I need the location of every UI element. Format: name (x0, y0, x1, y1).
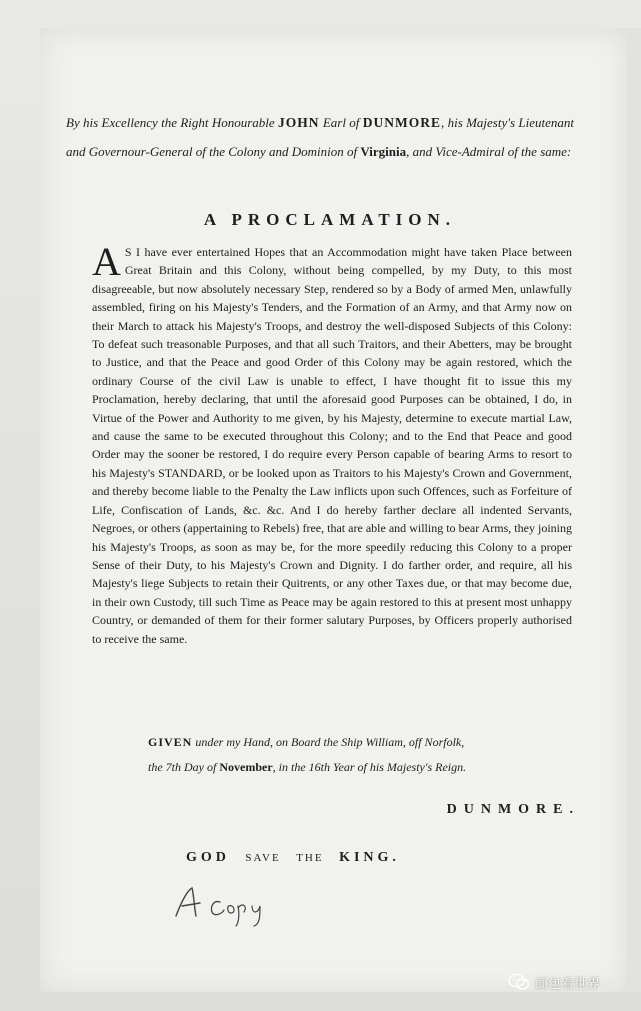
heading-text: Earl of (319, 115, 363, 130)
heading-text: , his Majesty's Lieutenant and Governour-General of the Colony and Dominion of (66, 115, 574, 159)
given-word: GIVEN (148, 735, 193, 749)
given-text: the 7th Day of (148, 760, 220, 774)
drop-cap: A (92, 239, 121, 284)
watermark (508, 971, 600, 993)
motto-word: SAVE (245, 852, 281, 864)
proclamation-heading (66, 108, 574, 166)
ship-name: William (365, 735, 403, 749)
given-month: November (219, 760, 273, 774)
motto-word: THE (296, 852, 324, 864)
proclamation-body (92, 239, 572, 648)
heading-name: JOHN (278, 115, 320, 130)
given-clause (148, 730, 578, 780)
handwritten-note (168, 880, 288, 930)
given-text: , in the 16th Year of his Majesty's Reign. (272, 760, 467, 774)
wechat-icon (508, 973, 530, 991)
heading-title-name: DUNMORE (362, 115, 441, 130)
motto-word: KING. (339, 850, 400, 865)
sheet-edge (626, 28, 641, 992)
motto-word: GOD (186, 850, 230, 865)
proclamation-title: A PROCLAMATION. (203, 210, 457, 229)
heading-place: Virginia (360, 144, 407, 159)
given-text: , off Norfolk, (402, 735, 465, 749)
signature: DUNMORE. (446, 802, 580, 817)
motto (186, 850, 506, 866)
given-text: under my Hand, on Board the Ship (192, 735, 366, 749)
watermark-label: 面包看世界 (535, 976, 601, 992)
heading-text: By his Excellency the Right Honourable (66, 115, 279, 130)
heading-text: , and Vice-Admiral of the same: (406, 144, 572, 159)
body-text: S I have ever entertained Hopes that an Accommodation might have taken Place between Great Britain and this Colony, without being compelled, by my Duty, to this most disagreeable, but now absolutely necessary Step, rendered so by a Body of armed Men, unlawfully assembled, firing on his Majesty's Tenders, and the Formation of an Army, and that Army now on their March to attack his Majesty's Troops, and destroy the well-disposed Subjects of this Colony: To defeat such treasonable Purposes, and that all such Traitors, and their Abetters, may be brought to Justice, and that the Peace and good Order of this Colony may be again restored, which the ordinary Course of the civil Law is unable to effect, I have thought fit to issue this my Proclamation, hereby declaring, that until the aforesaid good Purposes can be obtained, I do, in Virtue of the Power and Authority to me given, by his Majesty, determine to execute martial Law, and cause the same to be executed throughout this Colony; and to the End that Peace and good Order may the sooner be restored, I do require every Person capable of bearing Arms to resort to his Majesty's STANDARD, or be looked upon as Traitors to his Majesty's Crown and Government, and thereby become liable to the Penalty the Law inflicts upon such Offences, such as Forfeiture of Life, Confiscation of Lands, &c. &c. And I do hereby farther declare all indented Servants, Negroes, or others (appertaining to Rebels) free, that are able and willing to bear Arms, they joining his Majesty's Troops, as soon as may be, for the more speedily reducing this Colony to a proper Sense of their Duty, to his Majesty's Crown and Dignity. I do farther order, and require, all his Majesty's liege Subjects to retain their Quitrents, or any other Taxes due, or that may become due, in their own Custody, till such Time as Peace may be again restored to this at present most unhappy Country, or demanded of them for their former salutary Purposes, by Officers properly authorised to receive the same. (92, 245, 572, 646)
